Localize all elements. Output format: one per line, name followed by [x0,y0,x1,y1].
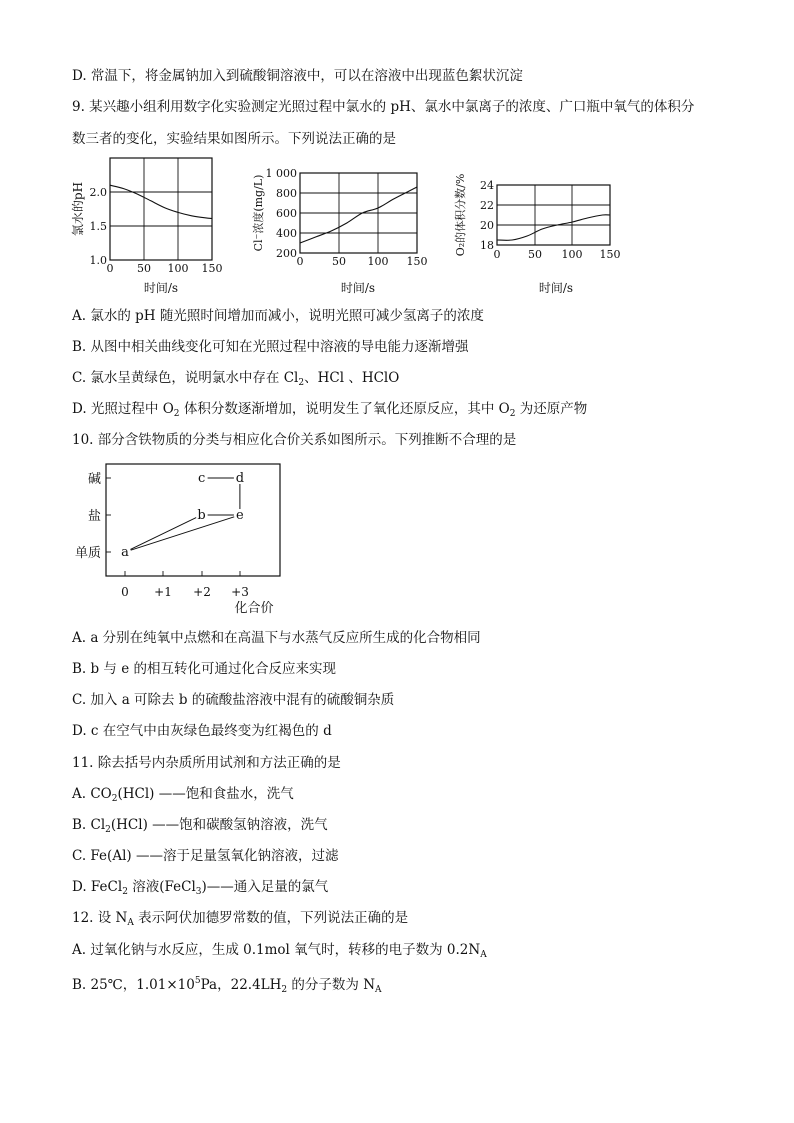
point-a: a [121,545,129,560]
ph-chart [70,152,230,302]
cl-xlabel: 时间/s [340,281,376,295]
q9-option-c: C. 氯水呈黄绿色，说明氯水中存在 $Cl_2$、HCl 、HClO [72,370,400,388]
q10-option-b: B. b 与 e 的相互转化可通过化合反应来实现 [72,661,337,677]
q9-stem-line1: 9. 某兴趣小组利用数字化实验测定光照过程中氯水的 pH、氯水中氯离子的浓度、广口瓶中氧气的体积分 [72,99,695,115]
ph-xtick-3: 100 [167,262,189,275]
chloride-chart [250,165,430,302]
q11-option-b: B. $Cl_2(HCl)$ ——饱和碳酸氢钠溶液，洗气 [72,817,328,835]
category-element: 单质 [74,546,101,561]
cl-ytick-2: 400 [276,227,297,240]
o2-ytick-4: 24 [480,179,494,192]
q10-option-c: C. 加入 a 可除去 b 的硫酸盐溶液中混有的硫酸铜杂质 [72,692,395,708]
point-c: c [197,471,206,486]
q11-option-a: A. $CO_2(HCl)$ ——饱和食盐水，洗气 [72,786,294,804]
cl-xtick-2: 50 [332,255,346,268]
category-base: 碱 [87,472,101,487]
iron-diagram-frame [106,464,280,576]
cl-xtick-1: 0 [296,255,304,268]
ph-xtick-4: 150 [201,262,223,275]
q10-option-d: D. c 在空气中由灰绿色最终变为红褐色的 d [72,723,332,739]
ph-series-line [110,185,212,218]
valence-plus1: +1 [154,585,172,599]
o2-ytick-3: 22 [480,199,494,212]
q12-stem: 12. 设 $N_A$ 表示阿伏加德罗常数的值，下列说法正确的是 [72,910,409,928]
ph-ytick-2: 1.5 [89,220,107,233]
ph-ylabel: 氯水的pH [71,181,85,237]
oxygen-chart-frame [497,185,610,245]
ph-chart-yticks [90,186,108,267]
valence-plus3: +3 [231,585,249,599]
category-salt: 盐 [87,509,101,524]
cl-ytick-5: 1 000 [265,167,297,180]
iron-diagram-yticks [106,478,111,552]
cl-ytick-1: 200 [276,247,297,260]
ph-chart-frame [110,158,212,260]
o2-ytick-1: 18 [480,239,494,252]
q10-option-a: A. a 分别在纯氧中点燃和在高温下与水蒸气反应所生成的化合物相同 [72,630,481,646]
cl-ytick-4: 800 [276,187,297,200]
ph-ytick-1: 1.0 [89,254,107,267]
valence-0: 0 [121,585,129,599]
valence-xlabel: 化合价 [234,601,274,616]
point-d: d [235,471,245,486]
cl-xtick-3: 100 [367,255,389,268]
o2-xtick-4: 150 [599,248,621,261]
q11-option-d: D. FeCl$_2$ 溶液(FeCl$_3$)——通入足量的氯气 [72,879,329,897]
o2-ylabel: O₂的体积分数/% [454,173,467,257]
q9-option-b: B. 从图中相关曲线变化可知在光照过程中溶液的导电能力逐渐增强 [72,339,469,355]
oxygen-chart-yticks [480,179,494,252]
o2-xtick-2: 50 [528,248,542,261]
ph-xtick-2: 50 [137,262,151,275]
link-a-e [131,517,235,550]
q9-option-a: A. 氯水的 pH 随光照时间增加而减小，说明光照可减少氢离子的浓度 [72,308,484,324]
o2-xtick-3: 100 [561,248,583,261]
cl-ylabel: Cl⁻浓度(mg/L) [252,174,265,252]
oxygen-chart [450,165,630,302]
q9-stem-line2: 数三者的变化，实验结果如图所示。下列说法正确的是 [72,131,396,147]
q8-option-d: D. 常温下，将金属钠加入到硫酸铜溶液中，可以在溶液中出现蓝色絮状沉淀 [72,68,523,84]
cl-ytick-3: 600 [276,207,297,220]
point-b: b [197,508,206,523]
point-e: e [236,508,244,523]
link-a-b [130,518,196,550]
cl-xtick-4: 150 [406,255,428,268]
iron-diagram-xticks [125,571,240,576]
chloride-chart-yticks [266,167,298,260]
oxygen-series-line [497,215,610,241]
o2-ytick-2: 20 [480,219,494,232]
oxygen-chart-xticks [494,248,621,261]
q10-stem: 10. 部分含铁物质的分类与相应化合价关系如图所示。下列推断不合理的是 [72,432,517,448]
o2-xtick-1: 0 [493,248,501,261]
chloride-chart-xticks [297,255,428,268]
iron-diagram-links [130,478,240,550]
ph-xtick-1: 0 [106,262,114,275]
q12-option-b: B. 25℃，$1.01\times 10^5Pa$，$22.4LH_2$ 的分子数为 $N_A$ [72,976,382,995]
o2-xlabel: 时间/s [538,281,574,295]
ph-chart-xticks [107,262,223,275]
q11-option-c: C. Fe(Al) ——溶于足量氢氧化钠溶液，过滤 [72,848,339,864]
ph-ytick-3: 2.0 [89,186,107,199]
ph-xlabel: 时间/s [143,281,179,295]
iron-valence-diagram [74,460,294,620]
chloride-series-line [300,187,417,243]
q12-option-a: A. 过氧化钠与水反应，生成 0.1mol 氧气时，转移的电子数为 $0.2N_A$ [72,942,487,960]
q9-option-d: D. 光照过程中 $O_2$ 体积分数逐渐增加，说明发生了氧化还原反应，其中 $O_2$ 为还原产物 [72,401,588,419]
valence-plus2: +2 [193,585,211,599]
q11-stem: 11. 除去括号内杂质所用试剂和方法正确的是 [72,755,341,771]
